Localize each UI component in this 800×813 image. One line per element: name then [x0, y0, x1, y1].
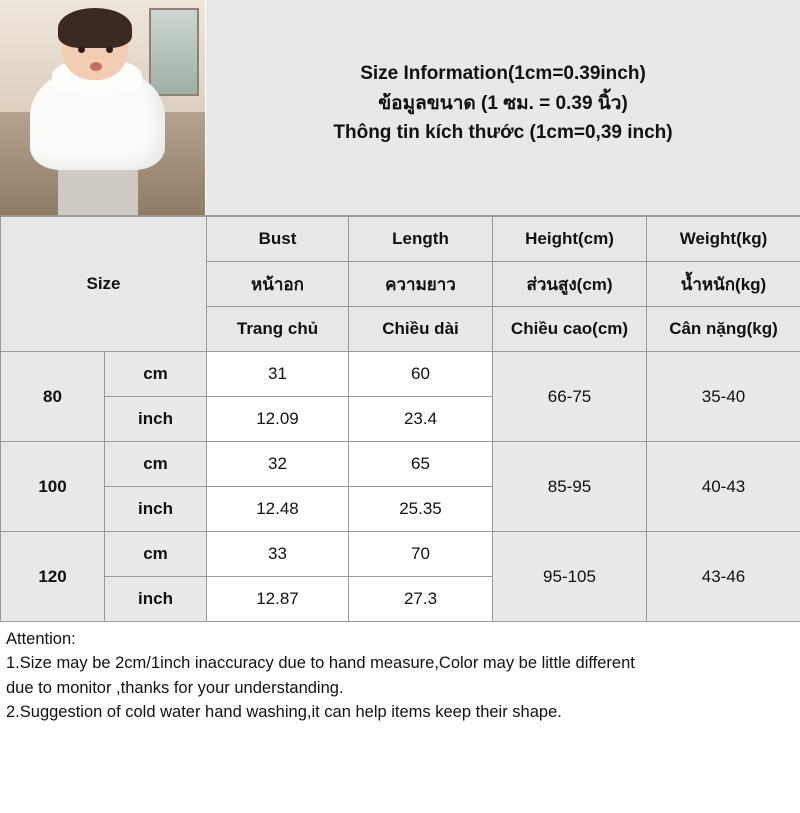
- row-80-unit-inch: inch: [105, 397, 207, 442]
- row-80-length-cm: 60: [349, 352, 493, 397]
- attention-line-1: 1.Size may be 2cm/1inch inaccuracy due to hand measure,Color may be little different: [6, 652, 794, 674]
- header-bust-en: Bust: [207, 217, 349, 262]
- header-bust-th: หน้าอก: [207, 262, 349, 307]
- title-english: Size Information(1cm=0.39inch): [360, 59, 646, 88]
- title-block: [206, 0, 800, 215]
- table-row: [1, 442, 800, 487]
- title-thai: ข้อมูลขนาด (1 ซม. = 0.39 นิ้ว): [378, 89, 628, 118]
- row-120-unit-cm: cm: [105, 532, 207, 577]
- row-80-bust-cm: 31: [207, 352, 349, 397]
- header-height-th: ส่วนสูง(cm): [493, 262, 647, 307]
- row-120-bust-inch: 12.87: [207, 577, 349, 622]
- photo-child-eye-left: [78, 46, 85, 53]
- row-100-height: 85-95: [493, 442, 647, 532]
- attention-heading: Attention:: [6, 628, 794, 650]
- header-weight-en: Weight(kg): [647, 217, 800, 262]
- header-size-label: Size: [1, 217, 207, 352]
- photo-window: [149, 8, 199, 96]
- row-100-length-cm: 65: [349, 442, 493, 487]
- header-height-vi: Chiều cao(cm): [493, 307, 647, 352]
- table-row: [1, 352, 800, 397]
- header-bust-vi: Trang chủ: [207, 307, 349, 352]
- header-weight-vi: Cân nặng(kg): [647, 307, 800, 352]
- row-size-120: 120: [1, 532, 105, 622]
- row-80-unit-cm: cm: [105, 352, 207, 397]
- photo-child-hair: [58, 8, 132, 48]
- table-header-row-en: [1, 217, 800, 262]
- row-100-unit-inch: inch: [105, 487, 207, 532]
- row-120-length-cm: 70: [349, 532, 493, 577]
- header-weight-th: น้ำหนัก(kg): [647, 262, 800, 307]
- photo-child-eye-right: [106, 46, 113, 53]
- row-100-bust-cm: 32: [207, 442, 349, 487]
- row-80-weight: 35-40: [647, 352, 800, 442]
- header-area: [0, 0, 800, 216]
- header-length-en: Length: [349, 217, 493, 262]
- attention-block: [0, 622, 800, 723]
- title-vietnamese: Thông tin kích thước (1cm=0,39 inch): [333, 118, 672, 147]
- row-80-length-inch: 23.4: [349, 397, 493, 442]
- row-80-height: 66-75: [493, 352, 647, 442]
- row-size-80: 80: [1, 352, 105, 442]
- size-table: [0, 216, 800, 622]
- attention-line-2: due to monitor ,thanks for your understanding.: [6, 677, 794, 699]
- table-row: [1, 532, 800, 577]
- row-100-bust-inch: 12.48: [207, 487, 349, 532]
- row-100-length-inch: 25.35: [349, 487, 493, 532]
- attention-line-3: 2.Suggestion of cold water hand washing,it can help items keep their shape.: [6, 701, 794, 723]
- header-length-th: ความยาว: [349, 262, 493, 307]
- row-120-weight: 43-46: [647, 532, 800, 622]
- row-120-height: 95-105: [493, 532, 647, 622]
- photo-child-mouth: [90, 62, 102, 71]
- row-80-bust-inch: 12.09: [207, 397, 349, 442]
- header-height-en: Height(cm): [493, 217, 647, 262]
- row-size-100: 100: [1, 442, 105, 532]
- row-100-unit-cm: cm: [105, 442, 207, 487]
- row-100-weight: 40-43: [647, 442, 800, 532]
- product-photo: [0, 0, 206, 215]
- header-length-vi: Chiều dài: [349, 307, 493, 352]
- row-120-unit-inch: inch: [105, 577, 207, 622]
- row-120-bust-cm: 33: [207, 532, 349, 577]
- row-120-length-inch: 27.3: [349, 577, 493, 622]
